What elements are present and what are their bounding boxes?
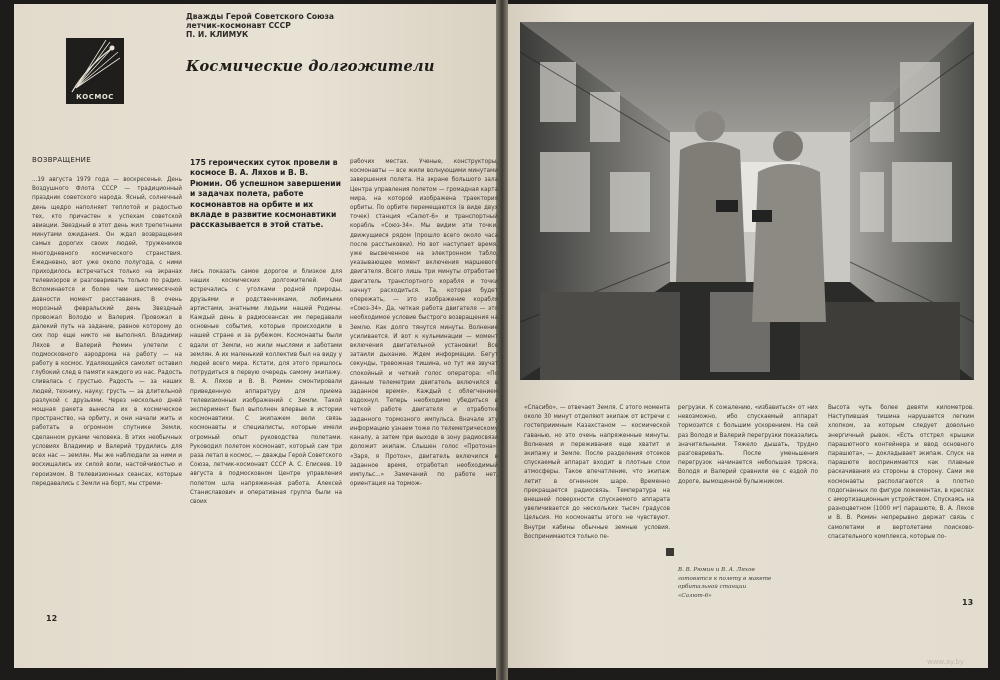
byline-line-2: летчик-космонавт СССР [186,21,291,30]
kosmos-logo [66,38,124,104]
photo-cosmonauts-in-station-mockup [520,22,974,380]
page-number-right: 13 [962,598,974,607]
byline-line-1: Дважды Герой Советского Союза [186,12,335,21]
left-column-1-text: ...19 августа 1979 года — воскресенье. День Воздушного Флота СССР — традиционный праздник советского народа. Ясный, солнечный день щедро наполняет теплотой и радостью тех, кто причастен к успехам советской авиации. Звездный в этот день жил трепетными минутами ожидания. Он ждал возвращения самых дорогих своих людей, тружеников многодневного космического странствия. Ежедневно, вот уже около полугода, с ними приходилось встречаться только на экранах телевизоров и разговаривать только по радио. Вспоминается и более чем шестимесячной давности момент расставания. В очень морозный февральский день Звездный провожал Володю и Валерия. Провожал в далекий путь на задание, равное которому до сих пор еще никто не выполнял. Владимир Ляхов и Валерий Рюмин улетели с подмосковного аэродрома на работу — на работу в космос. Удаляющийся самолет оставил глубокий след в памяти каждого из нас. Радость сливалась с грустью. Радость — за наших людей, технику, науку; грусть — за длительной разлукой с друзьями. Через несколько дней мощная ракета вынесла их в космическое пространство, на орбиту, и они начали жить и работать в огромном спутнике Земли, сделанном руками человека. В этих необычных условиях Владимир и Валерий трудились для всех нас — землян. Мы же наблюдали за ними и восхищались их силой воли, настойчивостью и героизмом. В телевизионных сеансах, которые передавались с Земли на борт, мы стреми- [32,177,182,487]
logo-text: КОСМОС [76,93,114,101]
left-column-1 [32,176,182,616]
star-rays-icon [66,38,124,96]
right-column-1-text: «Спасибо», — отвечает Земля. С этого момента около 30 минут отделяют экипаж от встречи с гостеприимным Казахстаном — космической гаванью, но это очень напряженные минуты. Волнения и переживания еще хватит и экипажу и Земле. После разделения отсеков спускаемый аппарат входит в плотные слои атмосферы. Такое впечатление, что экипаж летит в огненном шаре. Временно прекращается радиосвязь. Температура на внешней поверхности спускаемого аппарата увеличивается до нескольких тысяч градусов Цельсия. Но космонавты этого не чувствуют. Внутри кабины обычные земные условия. Воспринимаются только пе- [524,405,670,540]
lead-paragraph: 175 героических суток провели в космосе В. А. Ляхов и В. В. Рюмин. Об успешном завершении и задачах полета, работе космонавтов на орбите и их вкладе в развитие космонавтики рассказывается в этой статье. [190,158,341,230]
right-column-3-text: Высота чуть более девяти километров. Наступившая тишина нарушается легким хлопком, за которым следует довольно энергичный рывок. «Есть отстрел крышки парашютного контейнера и ввод основного парашюта», — докладывает экипаж. Спуск на парашюте воспринимается как плавные раскачивания из стороны в сторону. Сами же космонавты располагаются в плотно подогнанных по фигуре ложементах, в креслах с амортизационным устройством. Спускаясь на разноцветном (1000 м²) парашюте, В. А. Ляхов и В. В. Рюмин непрерывно держат связь с самолетами и вертолетами поисково-спасательного комплекса, которые по- [828,405,974,540]
right-column-1 [524,404,670,594]
left-column-3 [350,158,498,616]
photo-caption: В. В. Рюмин и В. А. Ляхов готовятся к полету в макете орбитальной станции «Салют-6» [678,567,772,599]
station-interior-illustration [520,22,974,380]
article-title: Космические долгожители [186,58,435,75]
page-number-left: 12 [46,614,58,623]
left-column-2 [190,268,342,616]
right-column-2-text: регрузки. К сожалению, «избавиться» от них невозможно, ибо спускаемый аппарат тормозится с большим ускорением. На сей раз Володя и Валерий перегрузки показались значительными. Тяжело дышать, трудно разговаривать. После уменьшения перегрузок начинается небольшая тряска, Володя и Валерий сравнили ее с ездой по дороге, вымощенной булыжником. [678,405,818,485]
byline-line-3: П. И. КЛИМУК [186,30,249,39]
left-column-2-text: лись показать самое дорогое и близкое для наших космических долгожителей. Они встречались с уголками родной природы, друзьями и родственниками, любимыми артистами, знатными людьми нашей Родины. Каждый день в радиосеансах им передавали основные события, которые происходили в нашей стране и за рубежом. Космонавты были вдали от Земли, но жили мыслями и заботами землян. А их маленький коллектив был на виду у людей всего мира. Кстати, для этого пришлось потрудиться в первую очередь самому экипажу. В. А. Ляхов и В. В. Рюмин смонтировали приведенную аппаратуру для приема телевизионных изображений с Земли. Такой эксперимент был выполнен впервые в истории космонавтики. С экипажем вели связь космонавты и специалисты, которые имели огромный опыт руководства полетами. Руководил полетом космонавт, который сам три раза летал в космос, — дважды Герой Советского Союза, летчик-космонавт СССР А. С. Елисеев. 19 августа в подмосковном Центре управления полетом шла напряженная работа. Алексей Станиславович и оперативная группа были на своих [190,269,342,506]
left-column-3-text: рабочих местах. Ученые, конструкторы, космонавты — все жили волнующими минутами завершения полета. На экране большого зала Центра управления полетом — громадная карта мира, на которой изображена траектория орбиты. По орбите перемещаются (в виде двух точек) станция «Салют-6» и транспортный корабль «Союз-34». Мы видим эти точки, движущиеся рядом (прошло всего около часа после расстыковки). Но вот наступает время, уже высвеченное на электронном табло, указывающее момент включения маршевого двигателя. Всего лишь три минуты отработает двигатель транспортного корабля и точки начнут расходиться. Та, которая будет опережать, — это изображение корабля «Союз-34». Да, четкая работа двигателя — это необходимое условие быстрого возвращения на Землю. Как долго тянутся минуты. Волнение усиливается. И вот к кульминации — момент включения двигательной установки! Все затаили дыхание. Ждем информации. Бегут секунды, тревожная тишина, но тут же звучат спокойный и четкий голос оператора: «По данным телеметрии двигатель включился в заданное время». Каждый с облегчением вздохнул. Теперь необходимо убедиться в четкой работе двигателя и отработке заданного тормозного импульса. Вначале эту информацию узнаем тоже по телеметрическому каналу, а затем при выходе в зону радиосвязи доложит экипаж. Слышен голос «Протона»: «Заря, я Протон», двигатель включился в заданное время, отработал необходимый импульс...» Замечаний по работе нет, ориентация на тормож- [350,159,498,488]
watermark: www.ay.by [926,658,964,666]
right-column-3 [828,404,974,594]
author-byline [186,12,334,39]
caption-marker [666,548,674,556]
right-column-2 [678,404,818,544]
section-heading: ВОЗВРАЩЕНИЕ [32,156,91,164]
